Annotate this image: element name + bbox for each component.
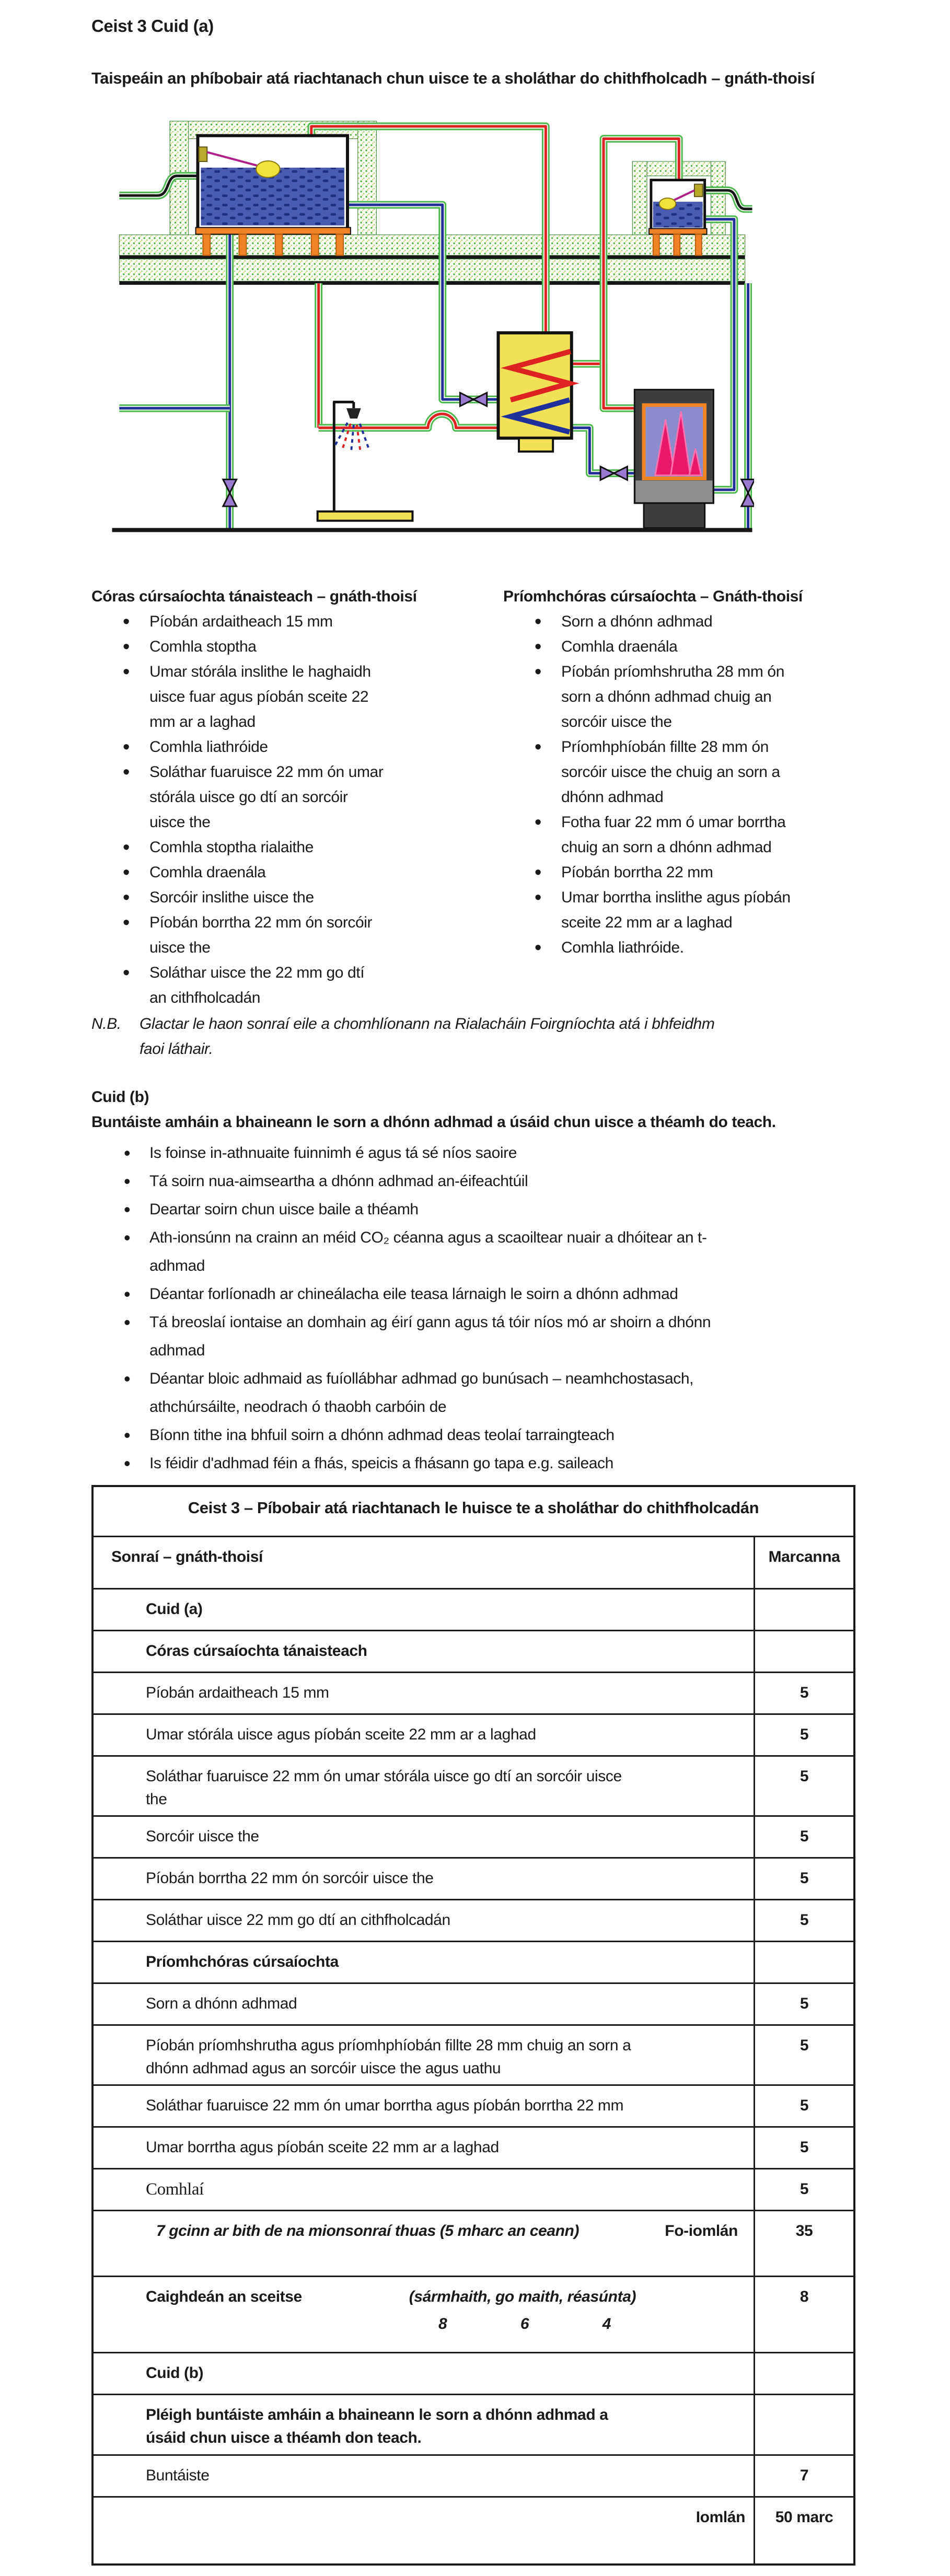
criteria-text: Píobán borrtha 22 mm ón sorcóir uisce the <box>146 1870 434 1887</box>
list-item <box>91 835 443 860</box>
table-row <box>94 1859 853 1900</box>
list-item-text: Comhla liathróide. <box>561 939 684 956</box>
list-item-text: Umar stórála inslithe le haghaidh uisce fuar agus píobán sceite 22 mm ar a laghad <box>149 663 371 730</box>
list-item <box>91 1196 859 1224</box>
total-label: Iomlán <box>696 2509 745 2526</box>
primary-system-title: Príomhchóras cúrsaíochta – Gnáth-thoisí <box>503 588 803 605</box>
list-item <box>91 735 443 760</box>
list-item <box>503 885 854 935</box>
list-item-text: Comhla stoptha <box>149 638 257 655</box>
criteria-text: Comhlaí <box>146 2180 204 2199</box>
criteria-text: Cuid (b) <box>146 2364 204 2382</box>
list-item-text: Umar borrtha inslithe agus píobán sceite 22 mm ar a laghad <box>561 889 791 931</box>
scale-value: 6 <box>520 2315 529 2333</box>
secondary-system-list <box>91 609 482 1011</box>
table-row <box>94 2169 853 2211</box>
list-item-text: Is foinse in-athnuaite fuinnimh é agus tá sé níos saoire <box>149 1144 517 1162</box>
list-item <box>503 735 854 810</box>
list-item <box>503 860 854 885</box>
list-item <box>91 1224 859 1280</box>
nb-note <box>91 1012 859 1062</box>
list-item <box>91 634 443 659</box>
table-row <box>94 2498 853 2563</box>
table-row <box>94 2395 853 2456</box>
criteria-text: Pléigh buntáiste amháin a bhaineann le sorn a dhónn adhmad a úsáid chun uisce a théamh don teach. <box>146 2406 608 2446</box>
criteria-cell <box>94 1757 755 1815</box>
criteria-cell <box>94 2456 755 2496</box>
quality-label: Caighdeán an sceitse <box>146 2288 302 2305</box>
criteria-cell <box>94 1673 755 1713</box>
marks-cell: 7 <box>800 2467 809 2484</box>
criteria-text: Umar stórála uisce agus píobán sceite 22 mm ar a laghad <box>146 1726 536 1743</box>
list-item <box>91 910 443 960</box>
list-item <box>91 1308 859 1365</box>
table-body <box>94 1589 853 2563</box>
criteria-text: Sorn a dhónn adhmad <box>146 1995 297 2012</box>
wood-burning-stove <box>634 390 713 528</box>
criteria-text: Soláthar fuaruisce 22 mm ón umar borrtha agus píobán borrtha 22 mm <box>146 2097 624 2114</box>
criteria-cell <box>94 2277 755 2352</box>
marks-cell <box>755 1589 853 1630</box>
ground-line <box>112 528 752 532</box>
criteria-cell <box>94 2128 755 2168</box>
marks-cell: 5 <box>800 1911 809 1929</box>
list-item <box>91 1421 859 1449</box>
criteria-text: Umar borrtha agus píobán sceite 22 mm ar a laghad <box>146 2139 499 2156</box>
expansion-tank <box>649 180 707 256</box>
list-item <box>91 1280 859 1308</box>
criteria-cell <box>94 2169 755 2210</box>
list-item-text: Píobán ardaitheach 15 mm <box>149 613 333 630</box>
criteria-text: Soláthar uisce 22 mm go dtí an cithfholcadán <box>146 1911 450 1929</box>
marks-cell: 5 <box>800 1726 809 1743</box>
list-item <box>91 659 443 735</box>
list-item <box>91 885 443 910</box>
criteria-column-header: Sonraí – gnáth-thoisí <box>94 1537 755 1588</box>
criteria-text: Buntáiste <box>146 2467 210 2484</box>
list-item-text: Bíonn tithe ina bhfuil soirn a dhónn adhmad deas teolaí tarraingteach <box>149 1426 615 1444</box>
quality-scale <box>438 2313 611 2336</box>
list-item-text: Comhla draenála <box>561 638 678 655</box>
stop-valve-icon <box>742 480 754 506</box>
table-row <box>94 1942 853 1984</box>
question-heading: Ceist 3 Cuid (a) <box>91 16 214 36</box>
criteria-cell <box>94 1984 755 2024</box>
stove-plinth <box>644 503 705 528</box>
list-item <box>503 935 854 960</box>
list-item-text: Comhla stoptha rialaithe <box>149 839 314 856</box>
table-row <box>94 1589 853 1631</box>
criteria-cell <box>94 1589 755 1630</box>
criteria-cell <box>94 2086 755 2126</box>
table-header-row <box>94 1537 853 1589</box>
criteria-cell <box>94 1715 755 1755</box>
marks-cell: 35 <box>795 2222 813 2240</box>
nb-text: Glactar le haon sonraí eile a chomhlíonann na Rialacháin Foirgníochta atá i bhfeidhm faoi láthair. <box>140 1015 715 1058</box>
marks-cell <box>755 1631 853 1672</box>
system-lists <box>91 584 859 1011</box>
table-row <box>94 1757 853 1817</box>
criteria-cell <box>94 2211 755 2276</box>
drain-valve-icon <box>600 467 627 480</box>
marks-cell: 5 <box>800 1684 809 1701</box>
secondary-system-title: Córas cúrsaíochta tánaisteach – gnáth-thoisí <box>91 588 417 605</box>
marks-cell: 5 <box>800 2139 809 2156</box>
criteria-text: Soláthar fuaruisce 22 mm ón umar stórála uisce go dtí an sorcóir uisce the <box>146 1768 622 1808</box>
list-item-text: Déantar forlíonadh ar chineálacha eile teasa lárnaigh le soirn a dhónn adhmad <box>149 1285 678 1303</box>
list-item <box>91 860 443 885</box>
nb-label: N.B. <box>91 1015 121 1032</box>
list-item-text: Déantar bloic adhmaid as fuíollábhar adhmad go bunúsach – neamhchostasach, athchúrsáilte, neodrach ó thaobh carbóin de <box>149 1370 694 1415</box>
hot-water-cylinder <box>498 333 571 451</box>
marks-cell <box>755 1942 853 1982</box>
table-row <box>94 1631 853 1673</box>
list-item-text: Ath-ionsúnn na crainn an méid CO₂ céanna agus a scaoiltear nuair a dhóitear an t-adhmad <box>149 1229 707 1274</box>
list-item-text: Sorn a dhónn adhmad <box>561 613 713 630</box>
list-item-text: Soláthar uisce the 22 mm go dtí an cithfholcadán <box>149 964 365 1006</box>
task-statement: Taispeáin an phíbobair atá riachtanach chun uisce te a sholáthar do chithfholcadh – gnáth-thoisí <box>91 69 815 87</box>
criteria-cell <box>94 1900 755 1941</box>
scale-value: 8 <box>438 2315 447 2333</box>
list-item-text: Tá breoslaí iontaise an domhain ag éirí gann agus tá tóir níos mó ar shoirn a dhónn adhmad <box>149 1314 711 1359</box>
table-row <box>94 2128 853 2169</box>
list-item-text: Píobán príomhshrutha 28 mm ón sorn a dhónn adhmad chuig an sorcóir uisce the <box>561 663 784 730</box>
table-row <box>94 1673 853 1715</box>
table-row <box>94 1715 853 1757</box>
shower <box>318 402 413 520</box>
subtotal-text: 7 gcinn ar bith de na mionsonraí thuas (5 mharc an ceann) <box>156 2222 580 2240</box>
table-row <box>94 2211 853 2277</box>
list-item <box>91 1167 859 1196</box>
cylinder-pedestal <box>519 438 553 452</box>
marking-table <box>91 1485 855 2566</box>
list-item <box>91 760 443 835</box>
scale-value: 4 <box>602 2315 611 2333</box>
list-item-text: Soláthar fuaruisce 22 mm ón umar stórála uisce go dtí an sorcóir uisce the <box>149 763 384 831</box>
list-item-text: Comhla liathróide <box>149 738 268 756</box>
table-row <box>94 2353 853 2395</box>
marks-cell <box>755 2395 853 2454</box>
list-item <box>503 609 854 634</box>
list-item <box>503 634 854 659</box>
criteria-cell <box>94 2498 755 2563</box>
quality-line <box>146 2285 743 2308</box>
stop-valve-icon <box>223 480 237 506</box>
marks-cell <box>755 2353 853 2394</box>
marks-cell: 50 marc <box>775 2509 833 2526</box>
criteria-text: Píobán príomhshrutha agus príomhphíobán fillte 28 mm chuig an sorn a dhónn adhmad agus an sorcóir uisce the agus uathu <box>146 2037 631 2077</box>
list-item-text: Píobán borrtha 22 mm <box>561 864 713 881</box>
marks-cell: 5 <box>800 2180 809 2198</box>
shower-tray <box>318 512 413 521</box>
list-item <box>91 609 443 634</box>
criteria-cell <box>94 1859 755 1899</box>
primary-system-section <box>482 584 869 1011</box>
marks-cell: 5 <box>800 1768 809 1785</box>
part-b-heading: Cuid (b) <box>91 1088 149 1106</box>
table-title: Ceist 3 – Píbobair atá riachtanach le huisce te a sholáthar do chithfholcadán <box>94 1487 853 1537</box>
table-row <box>94 2277 853 2353</box>
list-item <box>91 960 443 1011</box>
list-item <box>91 1139 859 1167</box>
list-item <box>91 1449 859 1478</box>
table-row <box>94 1984 853 2026</box>
list-item-text: Is féidir d'adhmad féin a fhás, speicis a fhásann go tapa e.g. saileach <box>149 1455 613 1472</box>
criteria-cell <box>94 1942 755 1982</box>
marks-column-header: Marcanna <box>768 1548 840 1565</box>
list-item-text: Sorcóir inslithe uisce the <box>149 889 314 906</box>
criteria-cell <box>94 1631 755 1672</box>
table-row <box>94 2086 853 2128</box>
criteria-cell <box>94 2026 755 2084</box>
list-item-text: Píobán borrtha 22 mm ón sorcóir uisce the <box>149 914 373 956</box>
shower-head-icon <box>346 408 361 419</box>
secondary-system-section <box>91 584 482 1011</box>
plumbing-diagram <box>110 118 754 547</box>
marks-cell: 5 <box>800 1995 809 2012</box>
table-row <box>94 2026 853 2086</box>
subtotal-label: Fo-iomlán <box>665 2222 738 2240</box>
marks-cell: 5 <box>800 1828 809 1845</box>
list-item-text: Tá soirn nua-aimseartha a dhónn adhmad an-éifeachtúil <box>149 1173 528 1190</box>
first-floor-slab <box>119 235 745 285</box>
criteria-cell <box>94 1817 755 1857</box>
criteria-text: Sorcóir uisce the <box>146 1828 259 1845</box>
gate-valve-icon <box>460 393 486 407</box>
criteria-cell <box>94 2395 755 2454</box>
list-item-text: Deartar soirn chun uisce baile a théamh <box>149 1201 419 1218</box>
criteria-text: Córas cúrsaíochta tánaisteach <box>146 1642 367 1660</box>
table-row <box>94 1900 853 1942</box>
list-item <box>91 1365 859 1421</box>
criteria-cell <box>94 2353 755 2394</box>
list-item-text: Fotha fuar 22 mm ó umar borrtha chuig an sorn a dhónn adhmad <box>561 814 786 856</box>
list-item-text: Príomhphíobán fillte 28 mm ón sorcóir uisce the chuig an sorn a dhónn adhmad <box>561 738 780 806</box>
criteria-text: Príomhchóras cúrsaíochta <box>146 1953 339 1970</box>
marks-cell: 8 <box>800 2288 809 2305</box>
criteria-text: Píobán ardaitheach 15 mm <box>146 1684 329 1701</box>
marks-cell: 5 <box>800 2037 809 2054</box>
criteria-text: Cuid (a) <box>146 1600 203 1618</box>
table-row <box>94 2456 853 2498</box>
part-b-list <box>91 1139 859 1478</box>
part-b-statement: Buntáiste amháin a bhaineann le sorn a dhónn adhmad a úsáid chun uisce a théamh do teach. <box>91 1113 776 1131</box>
list-item-text: Comhla draenála <box>149 864 266 881</box>
quality-qualifiers: (sármhaith, go maith, réasúnta) <box>409 2288 636 2305</box>
list-item <box>503 659 854 735</box>
table-row <box>94 1817 853 1859</box>
list-item <box>503 810 854 860</box>
primary-system-list <box>503 609 869 960</box>
marks-cell: 5 <box>800 2097 809 2114</box>
marks-cell: 5 <box>800 1870 809 1887</box>
